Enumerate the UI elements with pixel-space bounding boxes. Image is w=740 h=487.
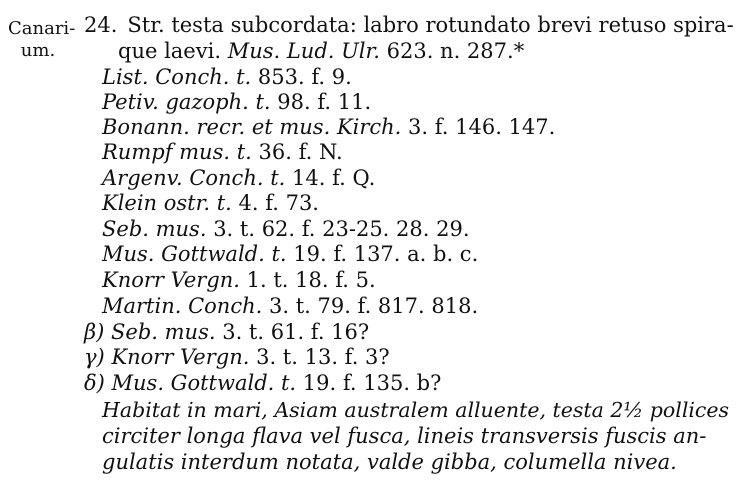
reference-label: Petiv. gazoph. t. [102, 90, 271, 114]
variety-marker: β) [84, 320, 105, 344]
reference-line [102, 293, 478, 319]
reference-tail: 36. f. N. [258, 140, 343, 164]
reference-label: Klein ostr. t. [102, 191, 232, 215]
reference-line [102, 190, 319, 216]
reference-tail: 4. f. 73. [238, 191, 319, 215]
reference-tail: 3. f. 146. 147. [408, 115, 556, 139]
reference-tail: 3. t. 79. f. 817. 818. [268, 294, 479, 318]
reference-tail: 853. f. 9. [257, 65, 352, 89]
reference-label: Martin. Conch. [102, 294, 263, 318]
entry-reference-tail: 623. n. 287.* [386, 39, 525, 63]
margin-note-line: um. [20, 40, 56, 61]
reference-line [102, 89, 371, 115]
reference-label: Mus. Gottwald. t. [102, 242, 287, 266]
variety-marker: δ) [84, 371, 105, 395]
reference-line [102, 114, 555, 140]
reference-line [102, 165, 375, 191]
variety-label: Mus. Gottwald. t. [111, 371, 297, 395]
entry-first-line [84, 12, 734, 38]
variety-tail: 19. f. 135. b? [302, 371, 442, 395]
entry-number: 24. [84, 13, 118, 37]
reference-line [102, 64, 352, 90]
reference-tail: 3. t. 62. f. 23-25. 28. 29. [213, 217, 470, 241]
reference-tail: 14. f. Q. [292, 166, 376, 190]
habitat-line: circiter longa flava vel fusca, lineis transversis fuscis an- [102, 424, 707, 448]
variety-marker: γ) [84, 345, 105, 369]
reference-label: Seb. mus. [102, 217, 207, 241]
variety-line [84, 370, 441, 396]
habitat-line: gulatis interdum notata, valde gibba, columella nivea. [102, 450, 677, 474]
reference-tail: 19. f. 137. a. b. c. [293, 242, 479, 266]
reference-line [102, 216, 470, 242]
reference-label: List. Conch. t. [102, 65, 252, 89]
entry-second-line [118, 38, 524, 64]
entry-description-1: Str. testa subcordata: labro rotundato brevi retuso spira- [127, 13, 734, 37]
reference-label: Knorr Vergn. [102, 268, 240, 292]
reference-line [102, 241, 478, 267]
variety-tail: 3. t. 13. f. 3? [256, 345, 390, 369]
entry-reference-label: Mus. Lud. Ulr. [227, 39, 380, 63]
reference-tail: 98. f. 11. [277, 90, 372, 114]
reference-label: Bonann. recr. et mus. Kirch. [102, 115, 402, 139]
habitat-line: Habitat in mari, Asiam australem alluente, testa 2½ pollices [102, 398, 730, 422]
reference-label: Argenv. Conch. t. [102, 166, 286, 190]
entry-description-2: que laevi. [118, 39, 221, 63]
reference-label: Rumpf mus. t. [102, 140, 252, 164]
variety-line [84, 344, 390, 370]
reference-tail: 1. t. 18. f. 5. [246, 268, 376, 292]
variety-label: Seb. mus. [111, 320, 216, 344]
variety-line [84, 319, 369, 345]
reference-line [102, 139, 343, 165]
margin-note [8, 18, 76, 62]
variety-tail: 3. t. 61. f. 16? [222, 320, 370, 344]
variety-label: Knorr Vergn. [111, 345, 250, 369]
margin-note-line: Canari- [8, 18, 76, 39]
reference-line [102, 267, 376, 293]
